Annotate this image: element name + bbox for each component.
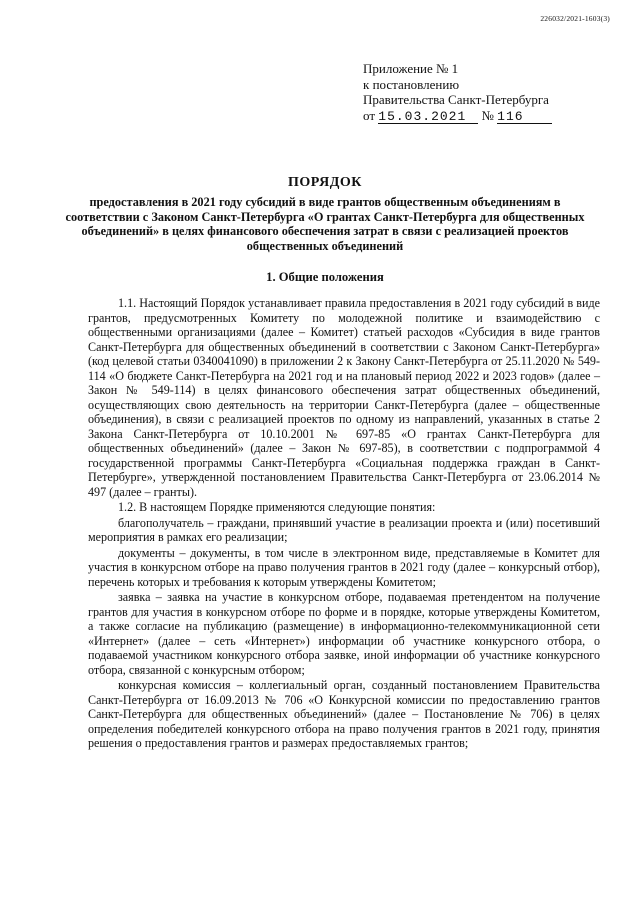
annex-line-3: Правительства Санкт-Петербурга: [363, 92, 549, 107]
definition-application: заявка – заявка на участие в конкурсном отборе, подаваемая претендентом на получение грантов для участия в конкурсном отборе по форме и в порядке, которые утверждены Комитетом, а также согласие на публикацию (размещение) в информационно-телекоммуникационной сети «Интернет» (далее – сеть «Интернет») информации об участнике конкурсного отбора, о подаваемой участником конкурсного отбора заявке, иной информации об участнике конкурсного отбора, связанной с конкурсным отбором;: [88, 590, 600, 677]
definition-commission: конкурсная комиссия – коллегиальный орган, созданный постановлением Правительства Санкт-Петербурга от 16.09.2013 № 706 «О Конкурсной комиссии по предоставлению грантов Санкт-Петербурга для общественных объединений» (далее – Постановление № 706) в целях определения победителей конкурсного отбора на право получения грантов в 2021 году, принятия решения о предоставления грантов и размерах предоставляемых грантов;: [88, 678, 600, 750]
annex-date-line: [363, 108, 613, 124]
document-subtitle: предоставления в 2021 году субсидий в виде грантов общественным объединениям в соответствии с Законом Санкт-Петербурга «О грантах Санкт-Петербурга для общественных объединений» в целях финансового обеспечения затрат в связи с реализацией проектов общественных объединений: [65, 195, 585, 253]
annex-line-1: Приложение № 1: [363, 61, 459, 76]
section-heading: 1. Общие положения: [266, 270, 384, 284]
paragraph-1-1: 1.1. Настоящий Порядок устанавливает правила предоставления в 2021 году субсидий в виде грантов, предусмотренных Комитету по молодежной политике и взаимодействию с общественными организациями (далее – Комитет) статьей расходов «Субсидия в виде грантов Санкт-Петербурга для общественных объединений в соответствии с Законом Санкт-Петербурга» (код целевой статьи 0340041090) в приложении 2 к Закону Санкт-Петербурга от 25.11.2020 № 549-114 «О бюджете Санкт-Петербурга на 2021 год и на плановый период 2022 и 2023 годов» (далее – Закон № 549-114) в целях финансового обеспечения затрат общественных объединений, осуществляющих свою деятельность на территории Санкт-Петербурга (далее – общественные объединения), в связи с реализацией проектов по одному из направлений, указанных в статье 2 Закона Санкт-Петербурга от 10.10.2001 № 697-85 «О грантах Санкт-Петербурга для общественных объединений» (далее – Закон № 697-85), в соответствии с подпрограммой 4 государственной программы Санкт-Петербурга «Социальная поддержка граждан в Санкт-Петербурге», утвержденной постановлением Правительства Санкт-Петербурга от 23.06.2014 № 497 (далее – гранты).: [88, 296, 600, 499]
paragraph-1-2: 1.2. В настоящем Порядке применяются следующие понятия:: [118, 500, 436, 514]
number-prefix: №: [481, 107, 494, 123]
document-id: 226032/2021-1603(3): [540, 14, 610, 23]
annex-block: [363, 61, 613, 124]
annex-date: 15.03.2021: [378, 108, 467, 124]
definition-documents: документы – документы, в том числе в электронном виде, представляемые в Комитет для участия в конкурсном отборе на право получения грантов в 2021 году (далее – конкурсный отбор), перечень которых и требования к которым утверждены Комитетом;: [88, 545, 600, 589]
document-title: ПОРЯДОК: [288, 175, 362, 190]
document-body: [88, 296, 600, 751]
annex-number: 116: [497, 108, 524, 124]
annex-line-2: к постановлению: [363, 76, 460, 92]
definition-beneficiary: благополучатель – граждани, принявший участие в реализации проекта и (или) посетивший мероприятия в рамках его реализации;: [88, 515, 600, 544]
date-prefix: от: [363, 107, 376, 123]
